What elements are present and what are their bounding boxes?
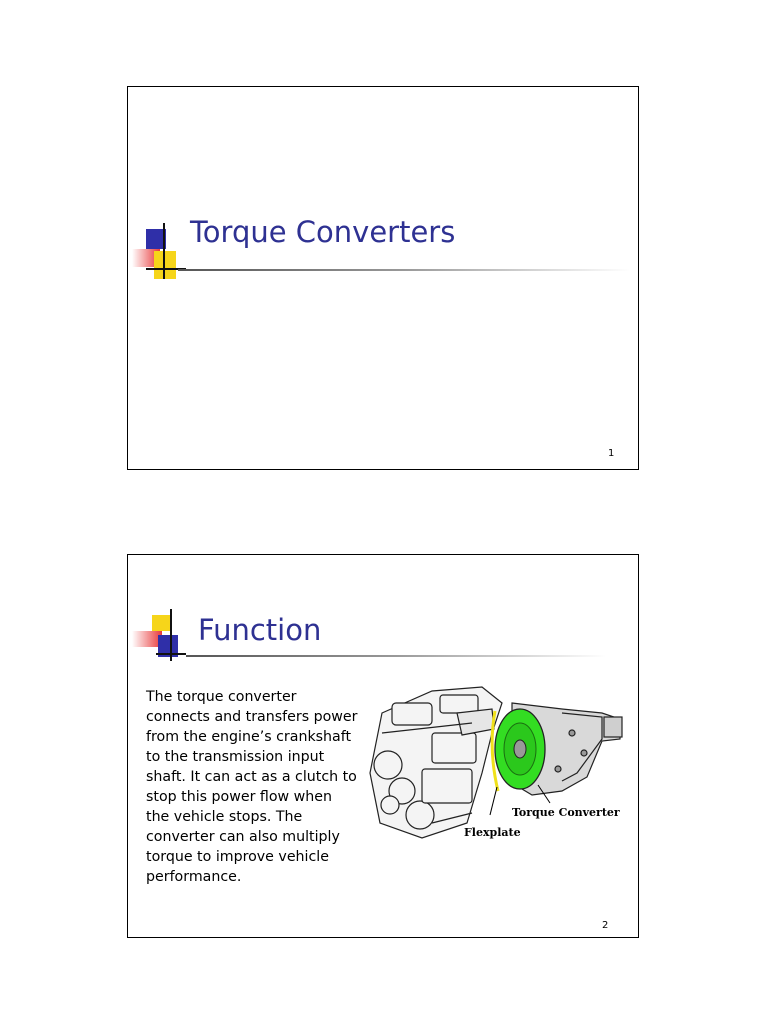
body-paragraph: The torque converter connects and transfers power from the engine’s crankshaft to the transmission input shaft. It can act as a clutch to stop this power flow when the vehicle stops. The converter can also multiply torque to improve vehicle performance. [146, 689, 358, 885]
flexplate-label: Flexplate [464, 826, 521, 839]
engine-block-drawing [370, 687, 502, 838]
slide-title: Function [198, 613, 322, 647]
slide-logo-icon [132, 223, 184, 283]
torque-converter-label: Torque Converter [512, 806, 620, 819]
page-number: 1 [608, 448, 615, 459]
slide-title: Torque Converters [190, 215, 456, 249]
torque-converter-diagram [362, 673, 624, 859]
slide-logo-icon [132, 607, 184, 667]
title-underline [178, 269, 630, 271]
torque-converter-icon [495, 709, 545, 789]
title-underline [186, 655, 606, 657]
slide-2 [127, 554, 639, 938]
slide-1 [127, 86, 639, 470]
page-number: 2 [602, 920, 609, 931]
